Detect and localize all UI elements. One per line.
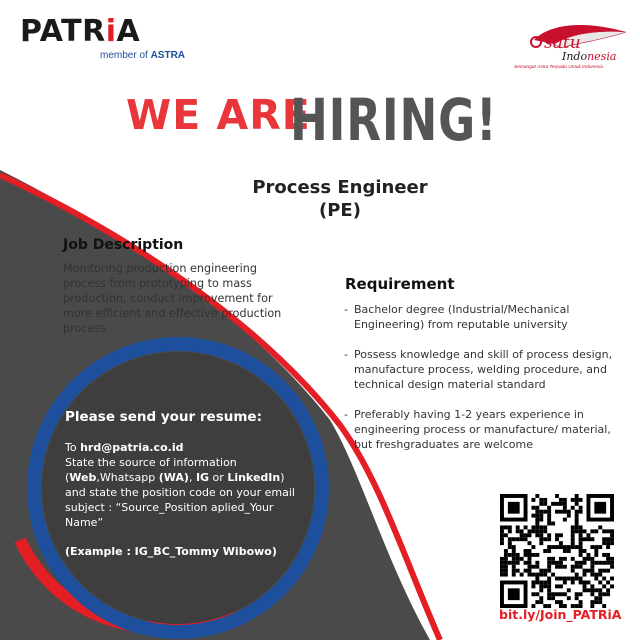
job-description-text: Monitoring production engineering process from prototyping to mass production, conduct improvement for more efficient and effective production process bbox=[63, 262, 282, 335]
requirement-item: - Preferably having 1-2 years experience in engineering process or manufacture/ material, but freshgraduates are welcome bbox=[344, 407, 626, 452]
indonesia-word: Indonesia bbox=[562, 50, 617, 63]
resume-source-options: (Web,Whatsapp (WA), IG or LinkedIn) bbox=[65, 471, 285, 484]
position-title bbox=[220, 176, 460, 222]
job-description-heading: Job Description bbox=[63, 237, 184, 253]
resume-instructions bbox=[65, 440, 295, 530]
resume-source-line: State the source of information bbox=[65, 456, 237, 469]
position-code: (PE) bbox=[319, 200, 361, 221]
headline-hiring: HIRING! bbox=[290, 86, 498, 154]
position-name: Process Engineer bbox=[252, 177, 428, 198]
headline-we-are: WE ARE bbox=[126, 91, 311, 139]
requirement-item: - Bachelor degree (Industrial/Mechanical Engineering) from reputable university bbox=[344, 302, 626, 332]
resume-email-line: To hrd@patria.co.id bbox=[65, 441, 184, 454]
member-of-astra: member of ASTRA bbox=[100, 50, 186, 61]
join-link[interactable]: bit.ly/Join_PATRiA bbox=[499, 607, 622, 622]
requirement-heading: Requirement bbox=[345, 275, 455, 293]
requirement-item: - Possess knowledge and skill of process design, manufacture process, welding procedure, and technical design material standard bbox=[344, 347, 626, 392]
patria-wordmark: PATRiA bbox=[20, 14, 141, 49]
hr-email[interactable]: hrd@patria.co.id bbox=[80, 441, 184, 454]
resume-example: (Example : IG_BC_Tommy Wibowo) bbox=[65, 545, 277, 558]
requirement-list bbox=[344, 302, 626, 467]
resume-heading: Please send your resume: bbox=[65, 409, 262, 425]
satu-indonesia-logo bbox=[514, 18, 634, 74]
patria-logo bbox=[20, 14, 190, 64]
satu-word: satu bbox=[544, 33, 581, 53]
resume-subject-line: and state the position code on your email subject : “Source_Position aplied_Your Name” bbox=[65, 486, 295, 529]
qr-code-icon[interactable] bbox=[500, 494, 614, 608]
satu-tagline: Semangat Astra Terpadu Untuk Indonesia bbox=[514, 65, 603, 70]
